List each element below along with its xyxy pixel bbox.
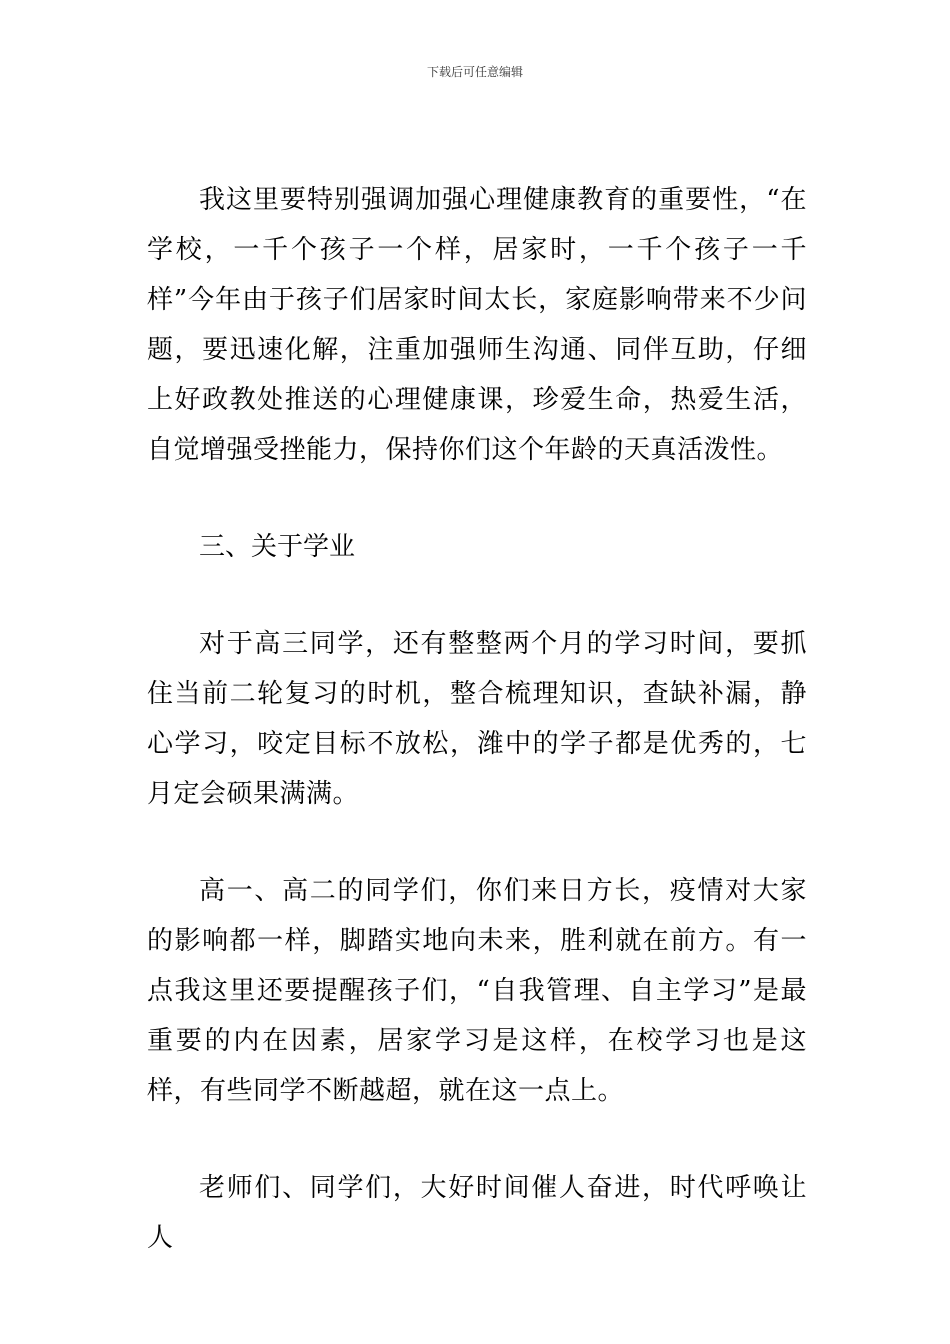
paragraph-gap bbox=[147, 1116, 807, 1163]
page-header: 下载后可任意编辑 bbox=[426, 65, 523, 79]
paragraph-gap bbox=[147, 475, 807, 522]
paragraph-gap bbox=[147, 819, 807, 866]
paragraph-junior-students: 高一、高二的同学们，你们来日方长，疫情对大家的影响都一样，脚踏实地向未来，胜利就在前方。有一点我这里还要提醒孩子们，“自我管理、自主学习”是最重要的内在因素，居家学习是这样，在校学习也是这样，有些同学不断越超，就在这一点上。 bbox=[147, 876, 807, 1106]
document-body bbox=[147, 175, 807, 1263]
paragraph-gap bbox=[147, 572, 807, 619]
paragraph-mental-health: 我这里要特别强调加强心理健康教育的重要性，“在学校，一千个孩子一个样，居家时，一千个孩子一千样”今年由于孩子们居家时间太长，家庭影响带来不少问题，要迅速化解，注重加强师生沟通、同伴互助，仔细上好政教处推送的心理健康课，珍爱生命，热爱生活，自觉增强受挫能力，保持你们这个年龄的天真活泼性。 bbox=[147, 185, 807, 465]
section-heading-academics: 三、关于学业 bbox=[199, 532, 356, 562]
paragraph-senior-students: 对于高三同学，还有整整两个月的学习时间，要抓住当前二轮复习的时机，整合梳理知识，查缺补漏，静心学习，咬定目标不放松，潍中的学子都是优秀的，七月定会硕果满满。 bbox=[147, 629, 807, 809]
paragraph-closing: 老师们、同学们，大好时间催人奋进，时代呼唤让人 bbox=[147, 1173, 807, 1253]
